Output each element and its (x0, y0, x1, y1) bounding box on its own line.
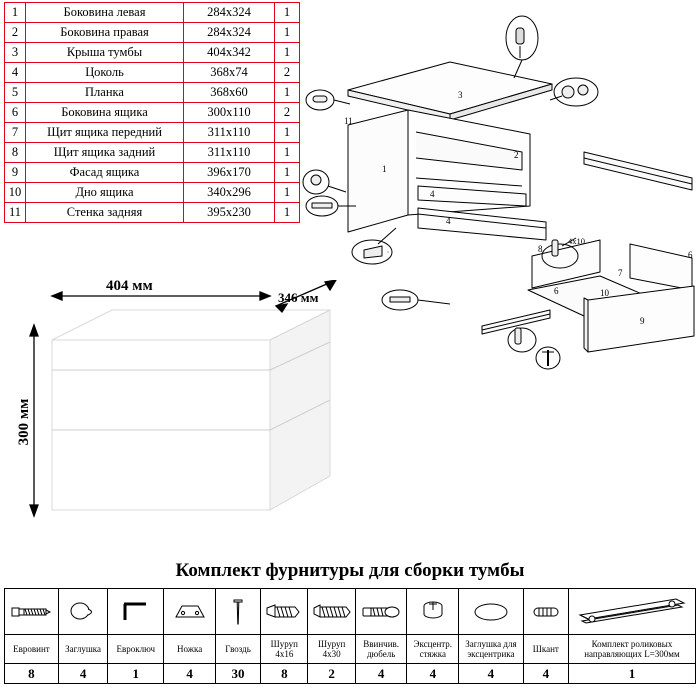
cam-icon (578, 85, 588, 95)
callout-4-upper: 4 (430, 189, 435, 199)
callout-11: 11 (344, 116, 353, 126)
part-number: 5 (5, 83, 26, 103)
part-name: Боковина правая (26, 23, 184, 43)
screw-4x30-icon (515, 328, 521, 344)
part-name: Щит ящика задний (26, 143, 184, 163)
cabinet-side-face (270, 310, 330, 510)
screw-in-dowel-icon (355, 589, 407, 635)
part-qty: 1 (275, 143, 300, 163)
dimensioned-cabinet-view (10, 280, 390, 550)
part-dim: 404х342 (184, 43, 275, 63)
cam-cover-icon (459, 589, 524, 635)
table-row (5, 203, 300, 223)
part-name: Фасад ящика (26, 163, 184, 183)
part-name: Боковина левая (26, 3, 184, 23)
part-top-panel (348, 62, 552, 120)
part-number: 6 (5, 103, 26, 123)
screw-icon (552, 240, 558, 256)
hardware-table (4, 588, 696, 684)
height-label: 300 мм (16, 398, 32, 446)
callout-6-left: 6 (554, 286, 559, 296)
part-qty: 1 (275, 23, 300, 43)
hardware-count: 2 (308, 664, 355, 684)
dowel-icon (313, 96, 327, 102)
hardware-label: Комплект роликовых направляющих L=300мм (568, 635, 695, 664)
table-row (5, 103, 300, 123)
part-qty: 1 (275, 43, 300, 63)
parts-table (4, 2, 300, 223)
part-qty: 1 (275, 163, 300, 183)
hardware-label: Заглушка для эксцентрика (459, 635, 524, 664)
part-name: Боковина ящика (26, 103, 184, 123)
cam-lock-icon (407, 589, 459, 635)
hardware-count: 4 (164, 664, 216, 684)
hardware-label: Евроключ (108, 635, 164, 664)
part-number: 1 (5, 3, 26, 23)
nail-icon (215, 589, 260, 635)
part-dim: 311х110 (184, 123, 275, 143)
part-dim: 300х110 (184, 103, 275, 123)
table-row (5, 163, 300, 183)
table-row (5, 43, 300, 63)
table-row (5, 3, 300, 23)
hardware-count: 4 (407, 664, 459, 684)
parts-table-body (5, 3, 300, 223)
part-qty: 1 (275, 183, 300, 203)
width-dimension (52, 292, 270, 300)
hardware-count: 4 (523, 664, 568, 684)
hardware-count: 30 (215, 664, 260, 684)
part-qty: 1 (275, 203, 300, 223)
callout-8: 8 (538, 244, 543, 254)
part-qty: 1 (275, 83, 300, 103)
part-dim: 395х230 (184, 203, 275, 223)
drawer-slides-icon (568, 589, 695, 635)
drawer-slide-right (584, 152, 692, 190)
hardware-count: 1 (568, 664, 695, 684)
part-name: Цоколь (26, 63, 184, 83)
part-number: 2 (5, 23, 26, 43)
callout-6-right: 6 (688, 250, 693, 260)
hardware-count: 1 (108, 664, 164, 684)
callout-1: 1 (382, 164, 387, 174)
screw-4x30-icon (308, 589, 355, 635)
hardware-label: Эксцентр. стяжка (407, 635, 459, 664)
part-name: Стенка задняя (26, 203, 184, 223)
part-number: 7 (5, 123, 26, 143)
hardware-icon-row (5, 589, 696, 635)
part-dim: 368х74 (184, 63, 275, 83)
callout-3: 3 (458, 90, 463, 100)
callout-10: 10 (600, 288, 609, 298)
part-qty: 1 (275, 3, 300, 23)
callout-2: 2 (514, 150, 519, 160)
part-number: 3 (5, 43, 26, 63)
part-number: 9 (5, 163, 26, 183)
table-row (5, 123, 300, 143)
cabinet-front-face (52, 340, 270, 510)
hardware-count: 4 (459, 664, 524, 684)
screw-4x16-icon (390, 297, 410, 302)
hardware-count-row (5, 664, 696, 684)
table-row (5, 143, 300, 163)
part-dim: 284х324 (184, 3, 275, 23)
part-drawer-side-6-right (630, 244, 692, 290)
hardware-count: 8 (261, 664, 308, 684)
furniture-leg-icon (164, 589, 216, 635)
part-name: Щит ящика передний (26, 123, 184, 143)
part-dim: 340х296 (184, 183, 275, 203)
part-dim: 284х324 (184, 23, 275, 43)
hardware-label-row (5, 635, 696, 664)
dowel-icon (523, 589, 568, 635)
part-name: Дно ящика (26, 183, 184, 203)
part-name: Крыша тумбы (26, 43, 184, 63)
screw-size-label: 4х10 (568, 236, 585, 246)
allen-key-icon (108, 589, 164, 635)
part-dim: 368х60 (184, 83, 275, 103)
cam-cover-icon (562, 86, 574, 98)
part-qty: 2 (275, 63, 300, 83)
hardware-label: Ввинчив. дюбель (355, 635, 407, 664)
hardware-count: 4 (355, 664, 407, 684)
cam-lock-icon (516, 28, 524, 44)
part-number: 8 (5, 143, 26, 163)
hardware-count: 8 (5, 664, 59, 684)
width-label: 404 мм (106, 280, 153, 294)
hardware-label: Шкант (523, 635, 568, 664)
screw-4x16-icon (261, 589, 308, 635)
part-plinth-lower (418, 208, 546, 240)
table-row (5, 183, 300, 203)
detail-balloon-screw2 (508, 328, 536, 352)
cap-icon (311, 175, 321, 185)
euro-screw-icon (5, 589, 59, 635)
callout-7: 7 (618, 268, 623, 278)
hardware-label: Шуруп 4х30 (308, 635, 355, 664)
part-dim: 396х170 (184, 163, 275, 183)
depth-label: 346 мм (278, 290, 319, 305)
table-row (5, 23, 300, 43)
hardware-label: Шуруп 4х16 (261, 635, 308, 664)
euro-screw-icon (312, 203, 332, 208)
callout-4-lower: 4 (446, 216, 451, 226)
part-number: 11 (5, 203, 26, 223)
part-number: 4 (5, 63, 26, 83)
cap-icon (58, 589, 108, 635)
hardware-label: Ножка (164, 635, 216, 664)
hardware-section-title: Комплект фурнитуры для сборки тумбы (175, 560, 525, 581)
hardware-label: Заглушка (58, 635, 108, 664)
hardware-count: 4 (58, 664, 108, 684)
part-name: Планка (26, 83, 184, 103)
furniture-leg-icon (364, 246, 382, 258)
detail-balloon-cam-cover (554, 78, 598, 106)
hardware-label: Гвоздь (215, 635, 260, 664)
part-dim: 311х110 (184, 143, 275, 163)
hardware-label: Евровинт (5, 635, 59, 664)
table-row (5, 83, 300, 103)
part-qty: 2 (275, 103, 300, 123)
table-row (5, 63, 300, 83)
part-number: 10 (5, 183, 26, 203)
part-qty: 1 (275, 123, 300, 143)
callout-9: 9 (640, 316, 645, 326)
